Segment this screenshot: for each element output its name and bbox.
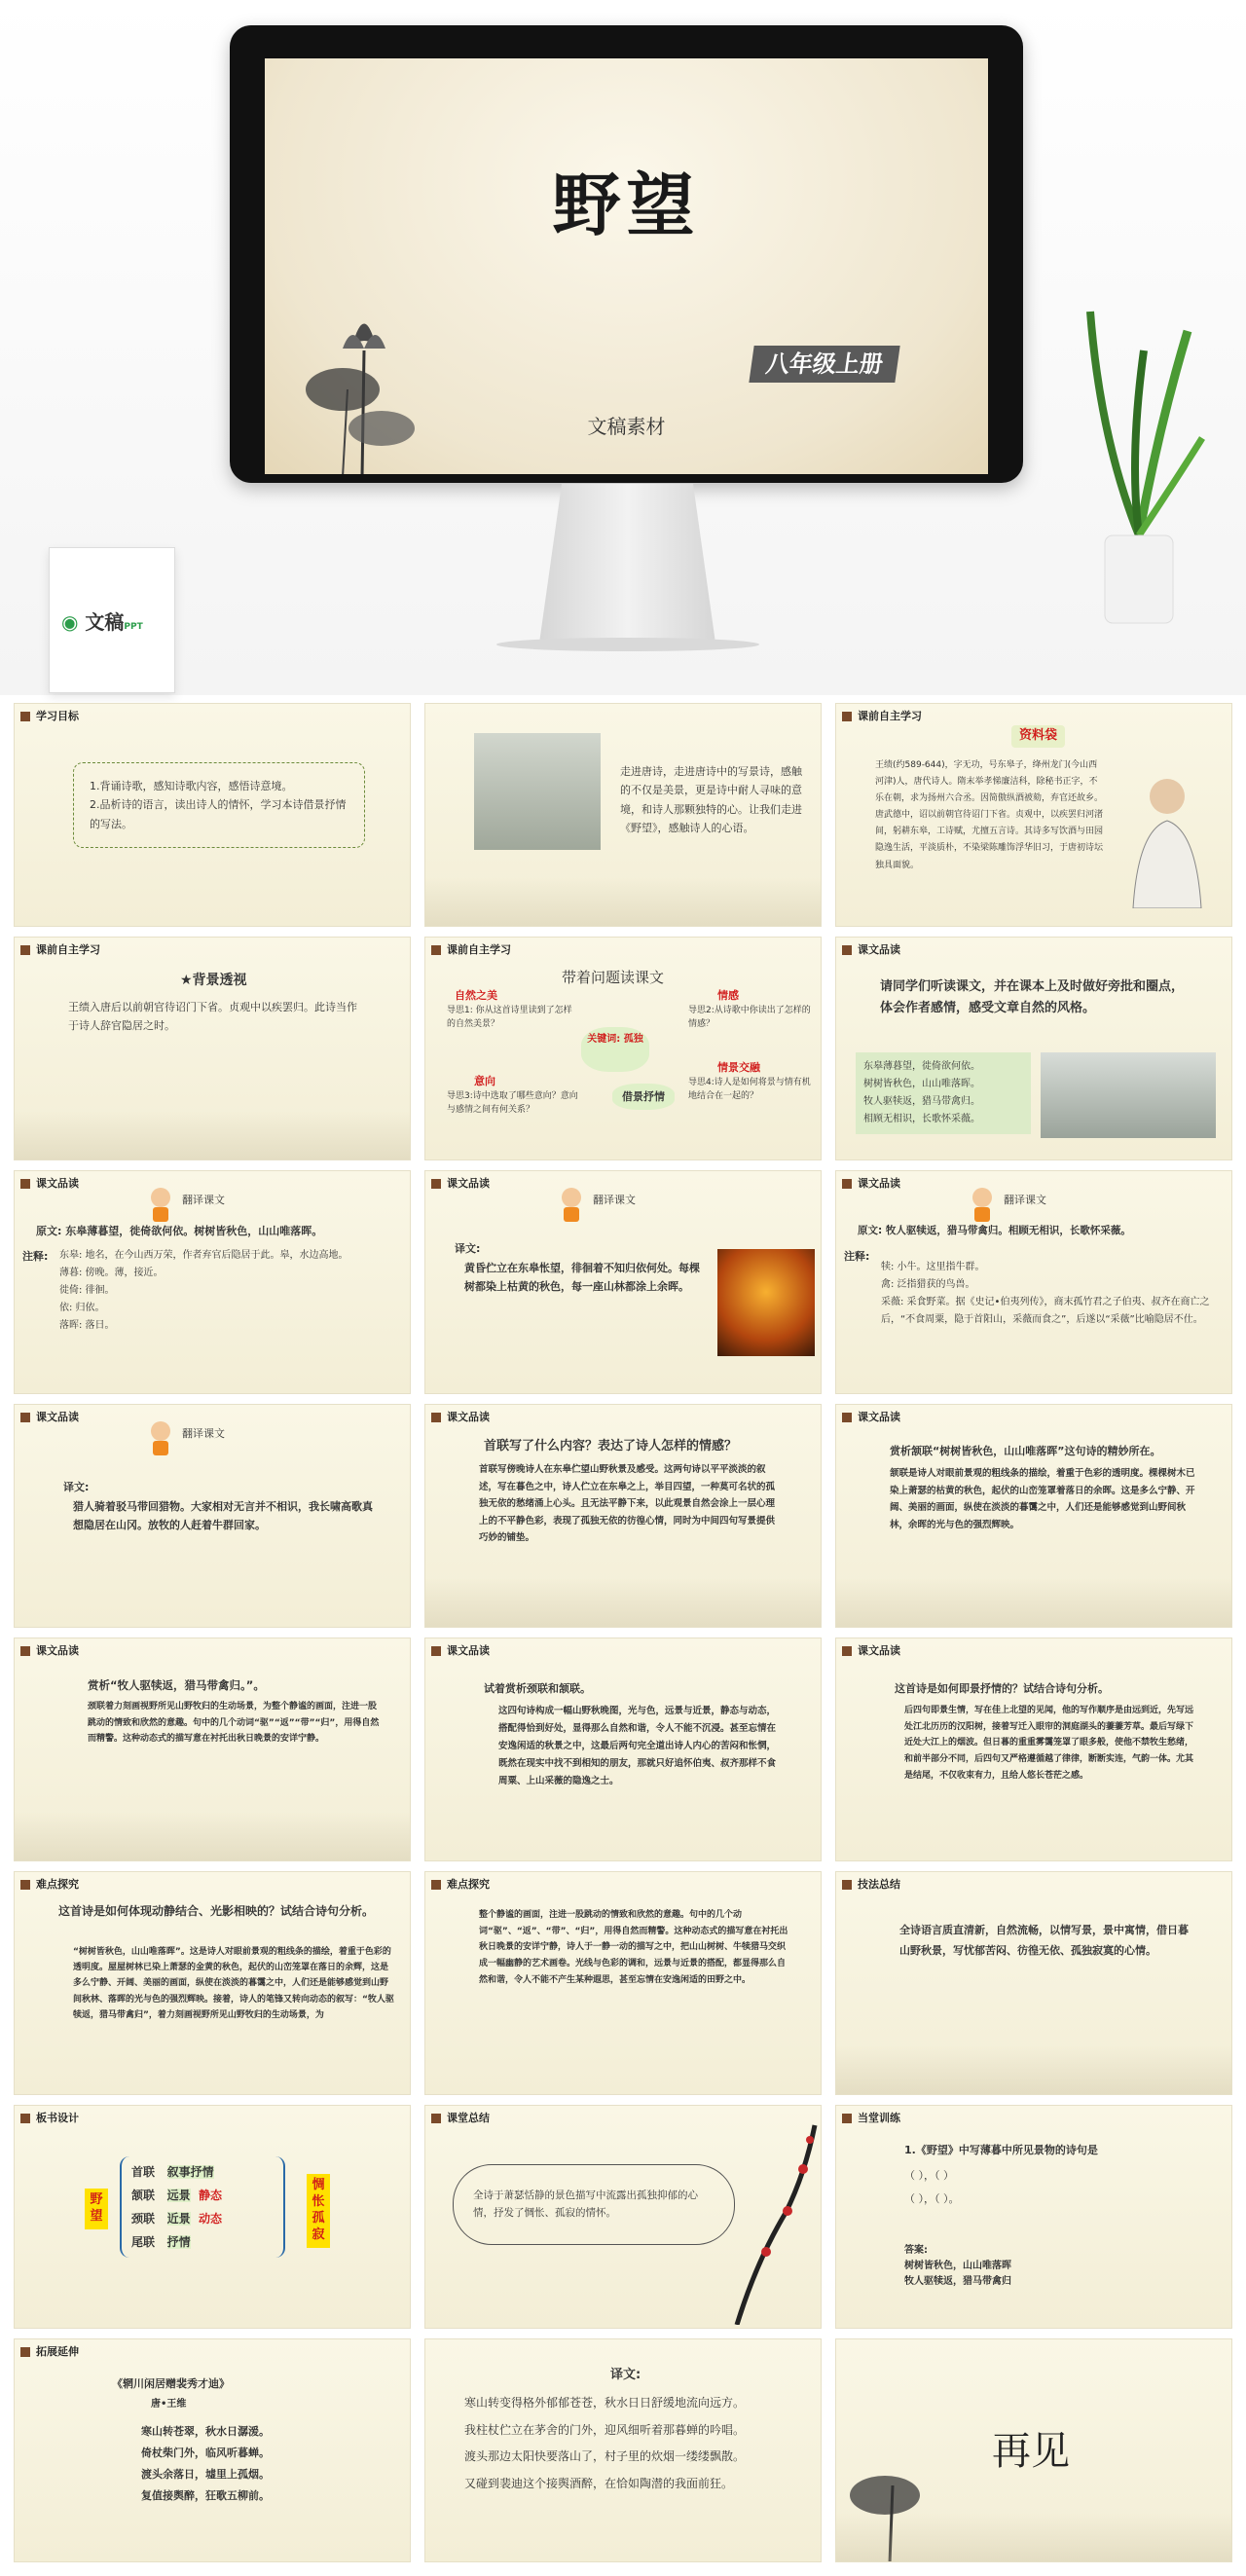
- note-item: 禽: 泛指猎获的鸟兽。: [881, 1279, 975, 1290]
- technique-text: 全诗语言质直清新，自然流畅，以情写景，景中寓情，借日暮山野秋景，写忧郁苦闷、彷徨无依、孤独寂寞的心情。: [899, 1924, 1189, 1957]
- slide-tag: 课前自主学习: [15, 941, 108, 959]
- slide-farewell[interactable]: [835, 2338, 1232, 2562]
- slide-tag: 课文品读: [425, 1409, 497, 1426]
- slide-tag: 难点探究: [425, 1876, 497, 1894]
- note-item: 东皋: 地名，在今山西万荣，作者弃官后隐居于此。皋，水边高地。: [59, 1250, 348, 1261]
- cover-slide[interactable]: [265, 58, 988, 474]
- slide-tag: 拓展延伸: [15, 2343, 87, 2361]
- translation-label: 译文:: [610, 2368, 641, 2382]
- slide-translation-4[interactable]: [14, 1404, 411, 1628]
- analysis-answer: 颔联是诗人对眼前景观的粗线条的描绘，着重于色彩的透明度。棵棵树木已染上萧瑟的枯黄的秋色，起伏的山峦笼罩着落日的余晖。这是多么宁静、开阔、美丽的画面，纵使在淡淡的暮霭之中，人们还是能够感觉到山野间秋林，余晖的光与色的强烈辉映。: [890, 1468, 1195, 1530]
- translation-text: 猎人骑着驳马带回猎物。大家相对无言并不相识，我长啸高歌真想隐居在山冈。放牧的人赶着牛群回家。: [73, 1500, 373, 1532]
- slide-analysis-1[interactable]: [424, 1404, 822, 1628]
- cover-title: 野望: [552, 166, 701, 245]
- farewell-text: 再见: [992, 2429, 1070, 2474]
- cartoon-boy-icon: [968, 1187, 997, 1224]
- slide-tag: 课文品读: [15, 1409, 87, 1426]
- slide-guided-questions[interactable]: [424, 937, 822, 1160]
- goal-2: 2.品析诗的语言，读出诗人的情怀，学习本诗借景抒情的写法。: [90, 798, 347, 830]
- poem-line: 东皋薄暮望，徙倚欲何依。: [863, 1061, 980, 1072]
- analysis-answer: 颈联着力刻画视野所见山野牧归的生动场景，为整个静谧的画面，注进一股跳动的情致和欣然的意趣。句中的几个动词“驱”“返”“带”“归”，用得自然而精警。这种动态式的描写意在衬托出秋日晚景的安详宁静。: [88, 1702, 380, 1745]
- ink-hills: [15, 1111, 410, 1159]
- translation-label: 译文:: [455, 1242, 481, 1255]
- node-imagery: 意向: [474, 1075, 495, 1087]
- note-item: 采薇: 采食野菜。据《史记•伯夷列传》，商末孤竹君之子伯夷、叔齐在商亡之后，“不食周粟，隐于首阳山，采薇而食之”，后遂以“采薇”比喻隐居不仕。: [881, 1297, 1210, 1325]
- slide-extension-translation[interactable]: [424, 2338, 822, 2562]
- reading-instruction: 请同学们听读课文，并在课本上及时做好旁批和圈点，体会作者感情，感受文章自然的风格。: [880, 979, 1185, 1016]
- intro-text: 走进唐诗，走进唐诗中的写景诗，感触的不仅是美景，更是诗中耐人寻味的意境，和诗人那颗独特的心。让我们走进《野望》，感触诗人的心语。: [620, 765, 802, 834]
- hero-section: [0, 0, 1246, 695]
- slide-background[interactable]: [14, 937, 411, 1160]
- translation-heading: 翻译课文: [1004, 1194, 1046, 1206]
- note-item: 犊: 小牛。这里指牛群。: [881, 1262, 985, 1272]
- translation-lines: [464, 2390, 805, 2497]
- node-method: 借景抒情: [612, 1084, 675, 1110]
- monitor-base: [496, 638, 759, 651]
- poem-line: 树树皆秋色，山山唯落晖。: [863, 1079, 980, 1089]
- poet-portrait-icon: [1114, 762, 1221, 908]
- flower-fence-decoration: [836, 1578, 1231, 1627]
- translation-heading: 翻译课文: [182, 1194, 225, 1206]
- slide-reading[interactable]: [835, 937, 1232, 1160]
- potted-plant-icon: [1071, 292, 1207, 643]
- sunset-photo: [717, 1249, 815, 1356]
- notes-list: [881, 1259, 1212, 1329]
- slide-tag: 课文品读: [836, 1642, 908, 1660]
- difficulty-answer: 整个静谧的画面，注进一股跳动的情致和欣然的意趣。句中的几个动词“驱”、“返”、“带”、“归”，用得自然而精警。这种动态式的描写意在衬托出秋日晚景的安详宁静，诗人于一静一动的描写之中，把山山树树、牛犊猎马交织成一幅幽静的艺术画卷。光线与色彩的调和，远景与近景的搭配，都显得那么自然和谐，令人不能不产生某种遐思，甚至忘情在安逸闲适的田野之中。: [479, 1910, 788, 1985]
- node-nature: 自然之美: [455, 989, 497, 1002]
- slide-tag: 课文品读: [836, 1175, 908, 1193]
- practice-blank[interactable]: （ ），（ ）: [904, 2169, 954, 2182]
- calendar-logo: ◉ 文稿PPT: [61, 610, 143, 634]
- node-fusion: 情景交融: [717, 1061, 760, 1074]
- analysis-answer: 首联写傍晚诗人在东皋伫望山野秋景及感受。这两句诗以平平淡淡的叙述，写在暮色之中，诗人伫立在东皋之上，举目四望，一种莫可名状的孤独无依的愁绪涌上心头。且无法平静下来，以此观景自然会涂上一层心理上的不平静色彩，表现了孤独无依的彷徨心情，同时为中间四句写景提供巧妙的铺垫。: [479, 1464, 776, 1544]
- analysis-answer: 这四句诗构成一幅山野秋晚图，光与色，远景与近景，静态与动态，搭配得恰到好处，显得那么自然和谐，令人不能不沉浸。甚至忘情在安逸闲适的秋景之中，这最后两句完全道出诗人内心的苦闷和怅惘，既然在现实中找不到相知的朋友，那就只好追怀伯夷、叔齐那样不食周粟、上山采薇的隐逸之士。: [498, 1706, 777, 1787]
- plum-blossom-icon: [717, 2116, 820, 2325]
- slide-tag: 课文品读: [836, 1409, 908, 1426]
- board-title-left: 野望: [85, 2189, 108, 2229]
- translation-line: 又碰到裴迪这个接舆酒醉，在恰如陶潜的我面前狂。: [464, 2476, 734, 2490]
- slide-intro[interactable]: [424, 703, 822, 927]
- notes-label: 注释:: [844, 1250, 870, 1263]
- node-q3: 导思3:诗中选取了哪些意向？意向与感情之间有何关系？: [447, 1091, 578, 1116]
- cover-subtitle: 文稿素材: [587, 415, 666, 438]
- slide-analysis-4[interactable]: [424, 1638, 822, 1861]
- slide-class-summary[interactable]: [424, 2105, 822, 2329]
- slide-tag: 难点探究: [15, 1876, 87, 1894]
- slide-tag: 当堂训练: [836, 2110, 908, 2127]
- original-text: 原文: 东皋薄暮望，徙倚欲何依。树树皆秋色，山山唯落晖。: [36, 1225, 323, 1237]
- translation-text: 黄昏伫立在东皋怅望，徘徊着不知归依何处。每棵树都染上枯黄的秋色，每一座山林都涂上余晖。: [464, 1262, 700, 1294]
- board-row: 颈联 近景 动态: [131, 2212, 222, 2226]
- slide-translation-2[interactable]: [424, 1170, 822, 1394]
- slide-tag: 课堂总结: [425, 2110, 497, 2127]
- guided-heading: 带着问题读课文: [562, 969, 665, 986]
- note-item: 依: 归依。: [59, 1303, 105, 1313]
- translation-heading: 翻译课文: [182, 1427, 225, 1440]
- slide-author-info[interactable]: [835, 703, 1232, 927]
- summary-text: 全诗于萧瑟恬静的景色描写中流露出孤独抑郁的心情，抒发了惆怅、孤寂的情怀。: [453, 2164, 735, 2245]
- answer-2: 牧人驱犊返，猎马带禽归: [904, 2276, 1011, 2287]
- slide-analysis-3[interactable]: [14, 1638, 411, 1861]
- author-bio: 王绩(约589-644)，字无功，号东皋子，绛州龙门(今山西河津)人，唐代诗人。隋末举孝悌廉洁科，除秘书正字，不乐在朝，求为扬州六合丞。因简傲纵酒被劾，弃官还故乡。唐武德中，诏以前朝官待诏门下省。贞观中，以疾罢归河渚间，躬耕东皋，工诗赋，尤擅五言诗。其诗多写饮酒与田园隐逸生活，平淡质朴，不染梁陈雕饰浮华旧习，于唐初诗坛独具面貌。: [875, 760, 1104, 870]
- difficulty-question: 这首诗是如何体现动静结合、光影相映的？试结合诗句分析。: [58, 1904, 375, 1918]
- desk-calendar: [49, 547, 175, 693]
- node-keyword: 关键词: 孤独: [581, 1027, 649, 1072]
- board-row: 颔联 远景 静态: [131, 2189, 222, 2202]
- poem-painting: [1041, 1052, 1216, 1138]
- ink-hills: [836, 2045, 1231, 2094]
- note-item: 落晖: 落日。: [59, 1320, 115, 1331]
- slide-technique-summary[interactable]: [835, 1871, 1232, 2095]
- poem-line: 渡头余落日，墟里上孤烟。: [141, 2468, 270, 2481]
- translation-label: 译文:: [63, 1481, 90, 1493]
- ink-hills: [15, 1812, 410, 1860]
- notes-label: 注释:: [22, 1250, 49, 1263]
- board-rows: [120, 2156, 285, 2258]
- board-row: 尾联 抒情: [131, 2235, 191, 2249]
- analysis-question: 赏析“牧人驱犊返，猎马带禽归。”。: [88, 1678, 265, 1692]
- translation-line: 寒山转变得格外郁郁苍苍，秋水日日舒缓地流向远方。: [464, 2396, 746, 2410]
- note-item: 徙倚: 徘徊。: [59, 1285, 115, 1296]
- poem-body: [141, 2421, 270, 2507]
- difficulty-answer: “树树皆秋色，山山唯落晖”。这是诗人对眼前景观的粗线条的描绘，着重于色彩的透明度。屋屋树林已染上萧瑟的金黄的秋色，起伏的山峦笼罩在落日的余辉，这是多么宁静、开阔、美丽的画面，纵使在淡淡的暮霭之中，人们还是能够感觉到山野间秋林、落晖的光与色的强烈辉映。接着，诗人的笔锋又转向动态的叙写：“牧人驱犊返，猎马带禽归”，着力刻画视野所见山野牧归的生动场景，为: [73, 1947, 394, 2020]
- poem-title: 《辋川闲居赠裴秀才迪》: [112, 2377, 230, 2390]
- poem-line: 寒山转苍翠，秋水日潺湲。: [141, 2425, 270, 2438]
- poem-line: 牧人驱犊返，猎马带禽归。: [863, 1096, 980, 1107]
- translation-heading: 翻译课文: [593, 1194, 636, 1206]
- slide-analysis-2[interactable]: [835, 1404, 1232, 1628]
- slide-difficulty-2[interactable]: [424, 1871, 822, 2095]
- slide-extension[interactable]: [14, 2338, 411, 2562]
- node-emotion: 情感: [717, 989, 739, 1002]
- answer-label: 答案:: [904, 2245, 928, 2256]
- slide-tag: 技法总结: [836, 1876, 908, 1894]
- landscape-painting: [474, 733, 601, 850]
- analysis-question: 首联写了什么内容？表达了诗人怎样的情感？: [484, 1439, 738, 1454]
- note-item: 薄暮: 傍晚。薄，接近。: [59, 1268, 164, 1278]
- translation-line: 我柱杖伫立在茅舍的门外，迎风细听着那暮蝉的吟唱。: [464, 2422, 746, 2437]
- slide-tag: 课文品读: [15, 1175, 87, 1193]
- analysis-question: 试着赏析颈联和颔联。: [484, 1682, 591, 1695]
- slide-translation-3[interactable]: [835, 1170, 1232, 1394]
- slide-difficulty-1[interactable]: [14, 1871, 411, 2095]
- board-row: 首联 叙事抒情: [131, 2165, 214, 2179]
- ink-hills: [425, 877, 821, 926]
- slide-tag: 课文品读: [15, 1642, 87, 1660]
- goal-1: 1.背诵诗歌，感知诗歌内容，感悟诗意境。: [90, 780, 293, 792]
- slide-tag: 课文品读: [425, 1175, 497, 1193]
- practice-blank[interactable]: （ ），（ ）。: [904, 2192, 960, 2205]
- node-q2: 导思2:从诗歌中你读出了怎样的情感？: [688, 1006, 811, 1030]
- slide-tag: 课前自主学习: [836, 708, 930, 725]
- original-text: 原文: 牧人驱犊返，猎马带禽归。相顾无相识，长歌怀采薇。: [858, 1225, 1131, 1236]
- slide-tag: 课文品读: [836, 941, 908, 959]
- translation-line: 渡头那边太阳快要落山了，村子里的炊烟一缕缕飘散。: [464, 2449, 746, 2464]
- slide-tag: 课前自主学习: [425, 941, 519, 959]
- grade-ribbon: 八年级上册: [749, 346, 899, 383]
- background-heading: ★背景透视: [180, 973, 247, 988]
- goals-scroll: [73, 762, 365, 848]
- node-q1: 导思1: 你从这首诗里读到了怎样的自然美景？: [447, 1006, 572, 1030]
- poem-line: 倚杖柴门外，临风听暮蝉。: [141, 2447, 270, 2459]
- cartoon-boy-icon: [146, 1420, 175, 1457]
- slide-tag: 课文品读: [425, 1642, 497, 1660]
- flower-fence-decoration: [425, 1578, 821, 1627]
- answer-1: 树树皆秋色，山山唯落晖: [904, 2261, 1011, 2271]
- slide-practice[interactable]: [835, 2105, 1232, 2329]
- node-q4: 导思4:诗人是如何将景与情有机地结合在一起的？: [688, 1078, 811, 1102]
- analysis-question: 赏析颔联“树树皆秋色，山山唯落晖”这句诗的精妙所在。: [890, 1445, 1161, 1457]
- slide-analysis-5[interactable]: [835, 1638, 1232, 1861]
- background-text: 王绩入唐后以前朝官待诏门下省。贞观中以疾罢归。此诗当作于诗人辞官隐居之时。: [68, 1001, 357, 1033]
- poem-box: [856, 1052, 1031, 1134]
- notes-list: [59, 1247, 390, 1335]
- poem-author: 唐•王维: [151, 2399, 187, 2410]
- ink-hills: [836, 2513, 1231, 2561]
- analysis-question: 这首诗是如何即景抒情的？试结合诗句分析。: [895, 1682, 1109, 1695]
- slide-tag: 学习目标: [15, 708, 87, 725]
- slide-board-design[interactable]: [14, 2105, 411, 2329]
- poem-line: 复值接舆醉，狂歌五柳前。: [141, 2489, 270, 2502]
- poem-line: 相顾无相识，长歌怀采薇。: [863, 1114, 980, 1124]
- monitor-stand: [518, 484, 737, 640]
- slide-tag: 板书设计: [15, 2110, 87, 2127]
- cartoon-boy-icon: [146, 1187, 175, 1224]
- board-title-right: 惆怅孤寂: [307, 2174, 330, 2248]
- cartoon-boy-icon: [557, 1187, 586, 1224]
- analysis-answer: 后四句即景生情，写在佳上北望的见闻，他的写作顺序是由远到近，先写远处江北历历的汉阳树，接着写迁入眼帘的洞庭湖头的萋萋芳草。最后写绿下近处大江上的烟波。但日暮的重重雾霭笼罩了眼多般，使他不禁牧生愁绪，和前半部分不同，后四句又严格遵循越了律律，断断实连，气韵一体。尤其是结尾，不仅收束有力，且给人悠长苍茫之感。: [904, 1706, 1194, 1781]
- slide-translation-1[interactable]: [14, 1170, 411, 1394]
- info-bag-badge: 资料袋: [1011, 725, 1065, 748]
- practice-question: 1.《野望》中写薄暮中所见景物的诗句是: [904, 2144, 1098, 2156]
- slide-learning-goals[interactable]: [14, 703, 411, 927]
